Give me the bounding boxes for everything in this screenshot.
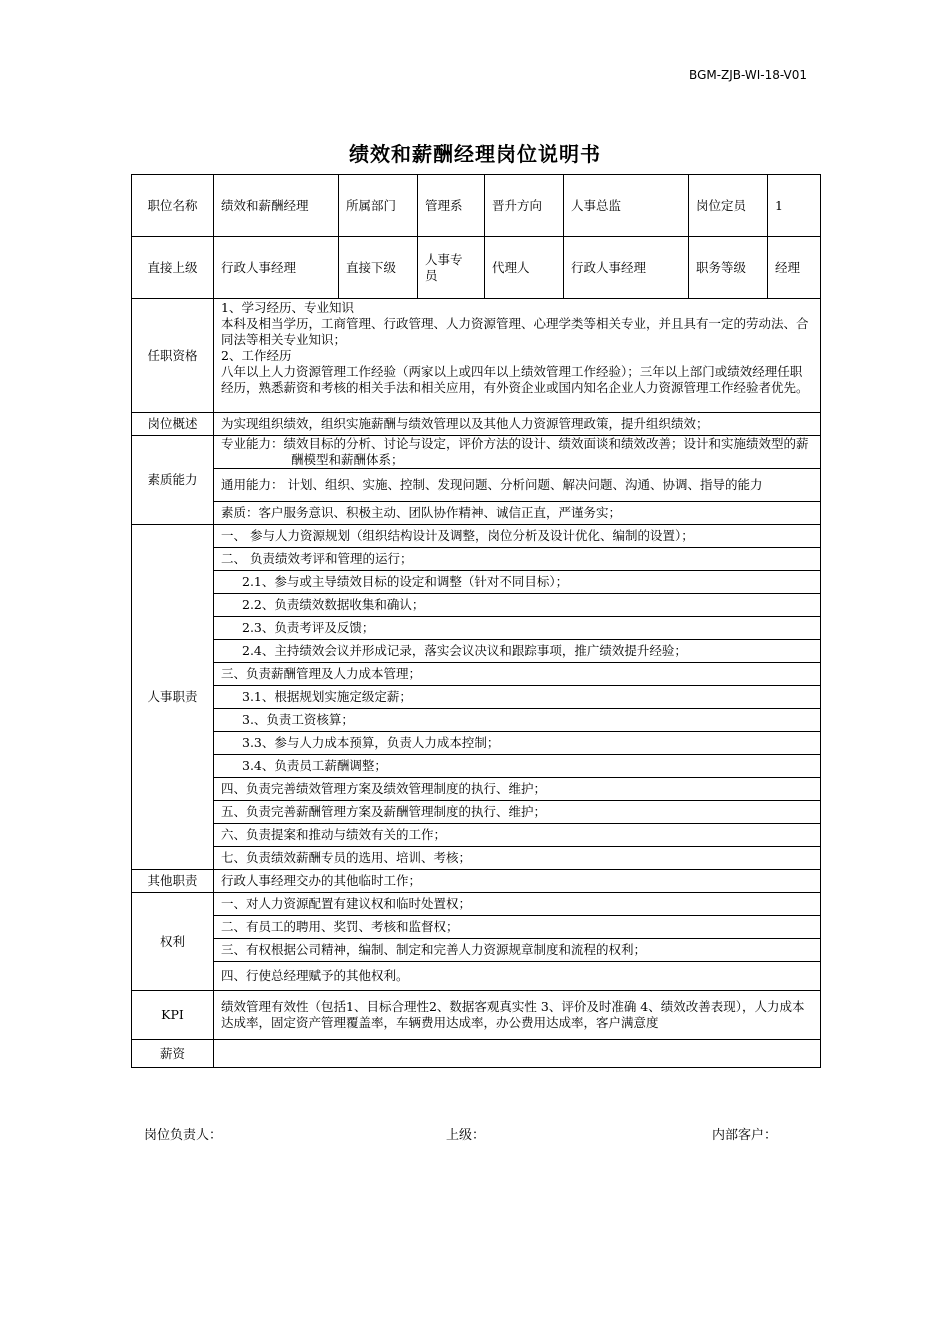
subordinate-label: 直接下级 [339, 237, 418, 299]
other-duties-row [132, 870, 821, 893]
duty-item: 一、 参与人力资源规划（组织结构设计及调整，岗位分析及设计优化、编制的设置）； [214, 525, 821, 548]
superior-label: 直接上级 [132, 237, 214, 299]
kpi-text: 绩效管理有效性（包括1、目标合理性2、数据客观真实性 3、评价及时准确 4、绩效改善表现），人力成本达成率，固定资产管理覆盖率，车辆费用达成率，办公费用达成率，客户满意度 [214, 991, 821, 1040]
duty-item: 二、 负责绩效考评和管理的运行； [214, 548, 821, 571]
grade-value: 经理 [768, 237, 821, 299]
competency-row-professional [132, 436, 821, 469]
salary-row [132, 1040, 821, 1068]
promotion-label: 晋升方向 [485, 175, 564, 237]
competency-quality: 素质：客户服务意识、积极主动、团队协作精神、诚信正直，严谨务实； [214, 502, 821, 525]
duty-item: 2.1、参与或主导绩效目标的设定和调整（针对不同目标）； [214, 571, 821, 594]
rights-row [132, 916, 821, 939]
duty-item: 2.4、主持绩效会议并形成记录，落实会议决议和跟踪事项，推广绩效提升经验； [214, 640, 821, 663]
duty-item: 3.1、根据规划实施定级定薪； [214, 686, 821, 709]
rights-item: 二、有员工的聘用、奖罚、考核和监督权； [214, 916, 821, 939]
duty-row [132, 617, 821, 640]
grade-label: 职务等级 [689, 237, 768, 299]
duty-item: 3.4、负责员工薪酬调整； [214, 755, 821, 778]
edu-heading: 1、学习经历、专业知识 [221, 300, 354, 315]
duty-row [132, 709, 821, 732]
headcount-label: 岗位定员 [689, 175, 768, 237]
duty-row [132, 801, 821, 824]
duty-row [132, 548, 821, 571]
exp-text: 八年以上人力资源管理工作经验（两家以上或四年以上绩效管理工作经验）；三年以上部门或绩效经理任职经历，熟悉薪资和考核的相关手法和相关应用，有外资企业或国内知名企业人力资源管理工作经验者优先。 [221, 364, 809, 395]
competency-professional: 专业能力：绩效目标的分析、讨论与设定，评价方法的设计、绩效面谈和绩效改善；设计和实施绩效型的薪酬模型和薪酬体系； [221, 436, 809, 467]
rights-item: 四、行使总经理赋予的其他权利。 [214, 962, 821, 991]
overview-text: 为实现组织绩效，组织实施薪酬与绩效管理以及其他人力资源管理政策，提升组织绩效； [214, 413, 821, 436]
duty-row [132, 571, 821, 594]
deputy-value: 行政人事经理 [564, 237, 689, 299]
subordinate-value: 人事专员 [418, 237, 485, 299]
headcount-value: 1 [768, 175, 821, 237]
qualification-label: 任职资格 [132, 299, 214, 413]
duty-row [132, 663, 821, 686]
duty-row [132, 525, 821, 548]
duty-item: 六、负责提案和推动与绩效有关的工作； [214, 824, 821, 847]
competency-general: 通用能力： 计划、组织、实施、控制、发现问题、分析问题、解决问题、沟通、协调、指导的能力 [221, 477, 763, 492]
duty-row [132, 755, 821, 778]
qualification-row [132, 299, 821, 413]
superior-value: 行政人事经理 [214, 237, 339, 299]
signature-superior: 上级： [446, 1128, 486, 1143]
header-row-1 [132, 175, 821, 237]
duties-label: 人事职责 [132, 525, 214, 870]
competency-row-general [132, 469, 821, 502]
signature-internal-client: 内部客户： [712, 1128, 778, 1143]
duty-row [132, 847, 821, 870]
duty-item: 四、负责完善绩效管理方案及绩效管理制度的执行、维护； [214, 778, 821, 801]
kpi-label: KPI [132, 991, 214, 1040]
position-name-value: 绩效和薪酬经理 [214, 175, 339, 237]
duty-row [132, 778, 821, 801]
rights-row [132, 939, 821, 962]
page-title: 绩效和薪酬经理岗位说明书 [349, 142, 601, 166]
duty-row [132, 824, 821, 847]
duty-item: 2.2、负责绩效数据收集和确认； [214, 594, 821, 617]
duty-item: 2.3、负责考评及反馈； [214, 617, 821, 640]
rights-row [132, 962, 821, 991]
duty-row [132, 686, 821, 709]
overview-row [132, 413, 821, 436]
header-row-2 [132, 237, 821, 299]
duty-item: 3.、负责工资核算； [214, 709, 821, 732]
competency-label: 素质能力 [132, 436, 214, 525]
duty-item: 五、负责完善薪酬管理方案及薪酬管理制度的执行、维护； [214, 801, 821, 824]
deputy-label: 代理人 [485, 237, 564, 299]
rights-item: 一、对人力资源配置有建议权和临时处置权； [214, 893, 821, 916]
duty-row [132, 640, 821, 663]
department-label: 所属部门 [339, 175, 418, 237]
signature-owner: 岗位负责人： [144, 1128, 223, 1143]
salary-value [214, 1040, 821, 1068]
department-value: 管理系 [418, 175, 485, 237]
kpi-row [132, 991, 821, 1040]
rights-label: 权利 [132, 893, 214, 991]
other-duties-label: 其他职责 [132, 870, 214, 893]
edu-text: 本科及相当学历，工商管理、行政管理、人力资源管理、心理学类等相关专业，并且具有一定的劳动法、合同法等相关专业知识； [221, 316, 809, 347]
document-code: BGM-ZJB-WI-18-V01 [689, 68, 807, 82]
duty-item: 三、负责薪酬管理及人力成本管理； [214, 663, 821, 686]
rights-row [132, 893, 821, 916]
exp-heading: 2、工作经历 [221, 348, 292, 363]
salary-label: 薪资 [132, 1040, 214, 1068]
rights-item: 三、有权根据公司精神，编制、制定和完善人力资源规章制度和流程的权利； [214, 939, 821, 962]
position-name-label: 职位名称 [132, 175, 214, 237]
duty-item: 七、负责绩效薪酬专员的选用、培训、考核； [214, 847, 821, 870]
duty-item: 3.3、参与人力成本预算，负责人力成本控制； [214, 732, 821, 755]
job-description-table [131, 174, 821, 1068]
other-duties-text: 行政人事经理交办的其他临时工作； [214, 870, 821, 893]
promotion-value: 人事总监 [564, 175, 689, 237]
overview-label: 岗位概述 [132, 413, 214, 436]
duty-row [132, 594, 821, 617]
competency-row-quality [132, 502, 821, 525]
duty-row [132, 732, 821, 755]
